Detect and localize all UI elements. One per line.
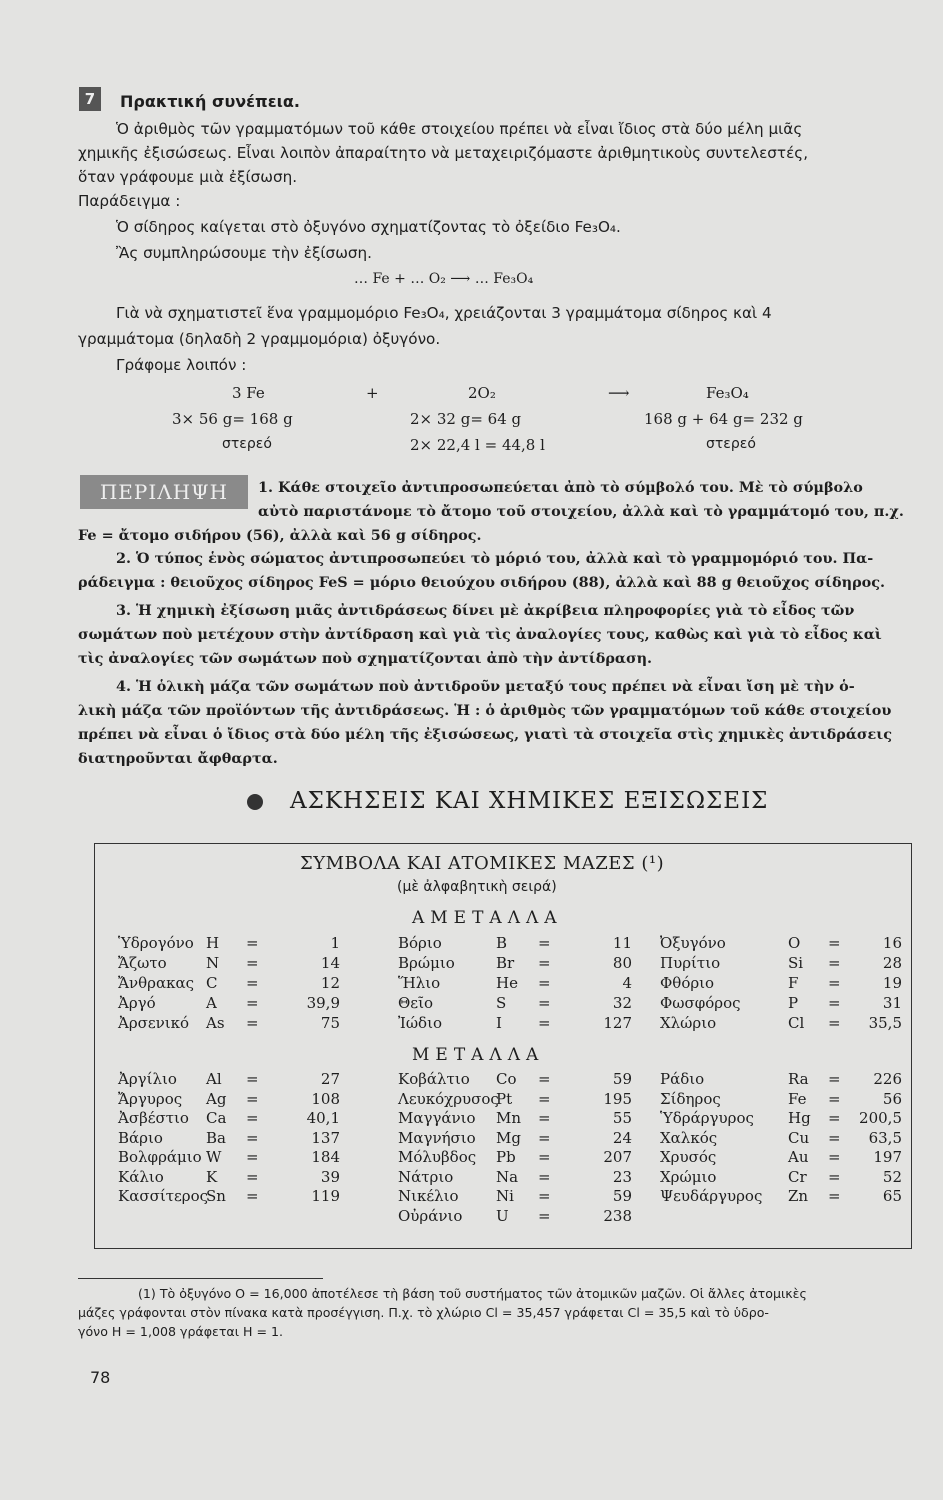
element-symbol: C <box>206 974 218 992</box>
element-name: Ἄργυρος <box>118 1089 183 1108</box>
element-equals: = <box>828 1187 841 1205</box>
element-equals: = <box>246 1128 259 1147</box>
eq-reactant-2: 2O₂ <box>468 384 496 402</box>
element-symbol: I <box>496 1014 502 1032</box>
element-name: Ἰώδιο <box>398 1014 442 1032</box>
element-symbol: Cr <box>788 1167 807 1186</box>
summary-line: πρέπει νὰ εἶναι ὁ ἴδιος στὰ δύο μέλη τῆς ἐξισώσεως, γιατὶ τὰ στοιχεῖα στὶς χημικὲς ἀντιδράσεις <box>78 726 893 743</box>
element-mass: 200,5 <box>859 1109 902 1127</box>
table-subtitle: (μὲ ἀλφαβητικὴ σειρά) <box>397 879 557 895</box>
element-name: Βόριο <box>398 934 442 952</box>
metals-heading: ΜΕΤΑΛΛΑ <box>412 1045 545 1065</box>
element-equals: = <box>538 1128 551 1147</box>
element-mass: 63,5 <box>868 1128 902 1147</box>
element-name: Θεῖο <box>398 994 433 1012</box>
page-number: 78 <box>90 1368 111 1387</box>
element-mass: 1 <box>330 934 340 952</box>
intro-line: Γράφομε λοιπόν : <box>116 356 247 374</box>
intro-line: ὅταν γράφουμε μιὰ ἐξίσωση. <box>78 168 298 186</box>
element-symbol: Mn <box>496 1109 522 1127</box>
element-mass: 80 <box>612 954 632 972</box>
element-mass: 75 <box>320 1014 340 1032</box>
eq-mass-3: 168 g + 64 g= 232 g <box>644 410 803 428</box>
element-mass: 4 <box>622 974 632 992</box>
element-mass: 40,1 <box>306 1109 340 1127</box>
bullet-dot <box>247 794 263 810</box>
exercises-section-title: ΑΣΚΗΣΕΙΣ ΚΑΙ ΧΗΜΙΚΕΣ ΕΞΙΣΩΣΕΙΣ <box>290 788 769 814</box>
element-mass: 32 <box>612 994 632 1012</box>
summary-line: σωμάτων ποὺ μετέχουν στὴν ἀντίδραση καὶ γιὰ τὶς ἀναλογίες τους, καθὼς καὶ γιὰ τὸ εἶδος καὶ <box>78 626 882 643</box>
element-mass: 16 <box>882 934 902 952</box>
element-name: Βάριο <box>118 1128 163 1147</box>
element-equals: = <box>828 1128 841 1147</box>
intro-line: Ἂς συμπληρώσουμε τὴν ἐξίσωση. <box>116 244 372 262</box>
element-symbol: F <box>788 974 799 992</box>
element-name: Μαγνήσιο <box>398 1128 476 1147</box>
element-symbol: Fe <box>788 1089 807 1108</box>
summary-badge: ΠΕΡΙΛΗΨΗ <box>80 475 248 509</box>
element-equals: = <box>538 934 551 952</box>
element-name: Κοβάλτιο <box>398 1070 470 1088</box>
eq-state-1: στερεό <box>222 436 272 452</box>
element-symbol: Ag <box>206 1089 227 1108</box>
element-symbol: Si <box>788 954 804 972</box>
summary-line: Fe = ἄτομο σιδήρου (56), ἀλλὰ καὶ 56 g σίδηρος. <box>78 527 482 544</box>
element-name: Μαγγάνιο <box>398 1109 476 1127</box>
element-symbol: W <box>206 1148 222 1166</box>
element-name: Βρώμιο <box>398 954 455 972</box>
element-equals: = <box>246 1070 259 1088</box>
element-equals: = <box>538 1206 551 1225</box>
element-equals: = <box>538 1109 551 1127</box>
element-symbol: Pt <box>496 1089 513 1108</box>
element-equals: = <box>246 994 259 1012</box>
element-name: Ψευδάργυρος <box>660 1187 763 1205</box>
element-equals: = <box>828 954 841 972</box>
element-name: Ὀξυγόνο <box>660 934 726 952</box>
element-name: Ἀργίλιο <box>118 1070 177 1088</box>
element-equals: = <box>828 934 841 952</box>
element-equals: = <box>538 1089 551 1108</box>
element-name: Χρώμιο <box>660 1167 717 1186</box>
element-equals: = <box>246 934 259 952</box>
section-number-badge: 7 <box>79 87 101 111</box>
element-name: Ἄνθρακας <box>118 974 195 992</box>
eq-reactant-1: 3 Fe <box>232 384 265 402</box>
element-mass: 52 <box>882 1167 902 1186</box>
element-symbol: Ca <box>206 1109 227 1127</box>
element-equals: = <box>828 994 841 1012</box>
element-symbol: P <box>788 994 799 1012</box>
element-equals: = <box>828 1070 841 1088</box>
element-mass: 55 <box>612 1109 632 1127</box>
element-name: Μόλυβδος <box>398 1148 477 1166</box>
element-mass: 108 <box>311 1089 340 1108</box>
eq-state-3: στερεό <box>706 436 756 452</box>
summary-line: 3. Ἡ χημικὴ ἐξίσωση μιᾶς ἀντιδράσεως δίνει μὲ ἀκρίβεια πληροφορίες γιὰ τὸ εἶδος τῶν <box>116 602 855 619</box>
element-symbol: Au <box>788 1148 809 1166</box>
summary-line: τὶς ἀναλογίες τῶν σωμάτων ποὺ σχηματίζονται ἀπὸ τὴν ἀντίδραση. <box>78 650 653 667</box>
element-mass: 11 <box>612 934 632 952</box>
element-name: Ὑδρογόνο <box>118 934 194 952</box>
element-equals: = <box>246 1167 259 1186</box>
element-symbol: N <box>206 954 220 972</box>
element-name: Οὐράνιο <box>398 1206 463 1225</box>
element-name: Νικέλιο <box>398 1187 459 1205</box>
element-name: Ἥλιο <box>398 974 441 992</box>
element-symbol: Sn <box>206 1187 226 1205</box>
element-mass: 39,9 <box>306 994 340 1012</box>
element-symbol: Cu <box>788 1128 810 1147</box>
element-equals: = <box>538 954 551 972</box>
element-symbol: Hg <box>788 1109 811 1127</box>
intro-line: γραμμάτομα (δηλαδὴ 2 γραμμομόρια) ὀξυγόνο. <box>78 330 441 348</box>
element-symbol: Br <box>496 954 515 972</box>
element-mass: 137 <box>311 1128 340 1147</box>
summary-line: αὐτὸ παριστάνομε τὸ ἄτομο τοῦ στοιχείου, ἀλλὰ καὶ τὸ γραμμάτομό του, π.χ. <box>258 503 904 520</box>
eq-arrow: ⟶ <box>608 384 630 402</box>
element-mass: 197 <box>873 1148 902 1166</box>
eq-plus: + <box>366 384 379 402</box>
element-symbol: B <box>496 934 508 952</box>
element-symbol: Mg <box>496 1128 521 1147</box>
element-equals: = <box>538 1148 551 1166</box>
element-symbol: K <box>206 1167 218 1186</box>
element-mass: 56 <box>882 1089 902 1108</box>
eq-mass-2: 2× 32 g= 64 g <box>410 410 522 428</box>
element-mass: 226 <box>873 1070 902 1088</box>
element-equals: = <box>538 1014 551 1032</box>
element-name: Κάλιο <box>118 1167 164 1186</box>
summary-line: ράδειγμα : θειοῦχος σίδηρος FeS = μόριο θειούχου σιδήρου (88), ἀλλὰ καὶ 88 g θειοῦχος σίδηρος. <box>78 574 886 591</box>
element-equals: = <box>538 1070 551 1088</box>
element-symbol: A <box>206 994 217 1012</box>
element-mass: 119 <box>311 1187 340 1205</box>
element-mass: 65 <box>882 1187 902 1205</box>
nonmetals-heading: ΑΜΕΤΑΛΛΑ <box>412 908 563 928</box>
element-mass: 207 <box>603 1148 632 1166</box>
summary-line: 4. Ἡ ὁλικὴ μάζα τῶν σωμάτων ποὺ ἀντιδροῦν μεταξύ τους πρέπει νὰ εἶναι ἴση μὲ τὴν ὁ- <box>116 678 855 695</box>
element-symbol: S <box>496 994 507 1012</box>
element-mass: 238 <box>603 1206 632 1225</box>
element-symbol: Na <box>496 1167 519 1186</box>
element-name: Νάτριο <box>398 1167 454 1186</box>
intro-line: Παράδειγμα : <box>78 192 181 210</box>
element-equals: = <box>246 1109 259 1127</box>
element-equals: = <box>538 974 551 992</box>
footnote-rule <box>78 1278 323 1279</box>
element-symbol: Co <box>496 1070 517 1088</box>
element-name: Φθόριο <box>660 974 715 992</box>
element-mass: 127 <box>603 1014 632 1032</box>
table-title: ΣΥΜΒΟΛΑ ΚΑΙ ΑΤΟΜΙΚΕΣ ΜΑΖΕΣ (¹) <box>300 853 665 874</box>
element-equals: = <box>246 1187 259 1205</box>
footnote-line: γόνο H = 1,008 γράφεται H = 1. <box>78 1324 284 1339</box>
element-symbol: O <box>788 934 801 952</box>
element-name: Ἄζωτο <box>118 954 167 972</box>
element-mass: 59 <box>612 1187 632 1205</box>
element-name: Ἀργό <box>118 994 156 1012</box>
element-mass: 24 <box>612 1128 632 1147</box>
element-symbol: Pb <box>496 1148 516 1166</box>
element-name: Ἀσβέστιο <box>118 1109 189 1127</box>
element-symbol: As <box>206 1014 225 1032</box>
element-mass: 195 <box>603 1089 632 1108</box>
element-equals: = <box>246 1014 259 1032</box>
element-name: Ράδιο <box>660 1070 705 1088</box>
element-name: Χαλκός <box>660 1128 718 1147</box>
section-heading: Πρακτική συνέπεια. <box>120 92 300 111</box>
element-name: Λευκόχρυσος <box>398 1089 499 1108</box>
eq-volume-2: 2× 22,4 l = 44,8 l <box>410 436 545 454</box>
eq-mass-1: 3× 56 g= 168 g <box>172 410 293 428</box>
intro-line: Ὁ σίδηρος καίγεται στὸ ὀξυγόνο σχηματίζοντας τὸ ὀξείδιο Fe₃O₄. <box>116 218 621 236</box>
element-equals: = <box>246 954 259 972</box>
element-symbol: H <box>206 934 220 952</box>
element-name: Κασσίτερος <box>118 1187 209 1205</box>
element-equals: = <box>828 974 841 992</box>
element-equals: = <box>828 1014 841 1032</box>
element-equals: = <box>246 974 259 992</box>
eq-product: Fe₃O₄ <box>706 384 749 402</box>
element-name: Πυρίτιο <box>660 954 721 972</box>
element-equals: = <box>828 1148 841 1166</box>
element-equals: = <box>538 994 551 1012</box>
equation-template: … Fe + … O₂ ⟶ … Fe₃O₄ <box>354 271 534 287</box>
intro-line: Ὁ ἀριθμὸς τῶν γραμματόμων τοῦ κάθε στοιχείου πρέπει νὰ εἶναι ἴδιος στὰ δύο μέλη μιᾶς <box>116 120 803 138</box>
summary-line: διατηροῦνται ἄφθαρτα. <box>78 750 278 767</box>
element-equals: = <box>828 1109 841 1127</box>
element-mass: 23 <box>612 1167 632 1186</box>
intro-line: Γιὰ νὰ σχηματιστεῖ ἕνα γραμμομόριο Fe₃O₄, χρειάζονται 3 γραμμάτομα σίδηρος καὶ 4 <box>116 304 772 322</box>
element-symbol: Zn <box>788 1187 809 1205</box>
element-mass: 19 <box>882 974 902 992</box>
element-symbol: Ra <box>788 1070 809 1088</box>
element-name: Χρυσός <box>660 1148 717 1166</box>
element-mass: 12 <box>320 974 340 992</box>
element-mass: 14 <box>320 954 340 972</box>
element-equals: = <box>828 1089 841 1108</box>
element-name: Ὑδράργυρος <box>660 1109 754 1127</box>
element-mass: 31 <box>882 994 902 1012</box>
element-name: Φωσφόρος <box>660 994 741 1012</box>
element-name: Ἀρσενικό <box>118 1014 190 1032</box>
element-symbol: He <box>496 974 518 992</box>
intro-line: χημικῆς ἐξισώσεως. Εἶναι λοιπὸν ἀπαραίτητο νὰ μεταχειριζόμαστε ἀριθμητικοὺς συντελεστές, <box>78 144 809 162</box>
element-mass: 59 <box>612 1070 632 1088</box>
element-symbol: Ba <box>206 1128 226 1147</box>
element-mass: 27 <box>320 1070 340 1088</box>
summary-line: 1. Κάθε στοιχεῖο ἀντιπροσωπεύεται ἀπὸ τὸ σύμβολό του. Μὲ τὸ σύμβολο <box>258 479 863 496</box>
element-mass: 35,5 <box>868 1014 902 1032</box>
element-equals: = <box>246 1089 259 1108</box>
element-mass: 184 <box>311 1148 340 1166</box>
element-mass: 28 <box>882 954 902 972</box>
summary-line: λικὴ μάζα τῶν προϊόντων τῆς ἀντιδράσεως. Ἡ : ὁ ἀριθμὸς τῶν γραμματόμων τοῦ κάθε στοιχείου <box>78 702 892 719</box>
element-equals: = <box>538 1187 551 1205</box>
element-equals: = <box>538 1167 551 1186</box>
element-symbol: Ni <box>496 1187 514 1205</box>
summary-line: 2. Ὁ τύπος ἑνὸς σώματος ἀντιπροσωπεύει τὸ μόριό του, ἀλλὰ καὶ τὸ γραμμομόριό του. Πα- <box>116 550 874 567</box>
footnote-line: μάζες γράφονται στὸν πίνακα κατὰ προσέγγιση. Π.χ. τὸ χλώριο Cl = 35,457 γράφεται Cl = 35,5 καὶ τὸ ὑδρο- <box>78 1305 769 1320</box>
element-equals: = <box>828 1167 841 1186</box>
element-equals: = <box>246 1148 259 1166</box>
element-mass: 39 <box>320 1167 340 1186</box>
footnote-line: (1) Τὸ ὀξυγόνο O = 16,000 ἀποτέλεσε τὴ βάση τοῦ συστήματος τῶν ἀτομικῶν μαζῶν. Οἱ ἄλλες ἀτομικὲς <box>138 1286 807 1301</box>
element-name: Χλώριο <box>660 1014 717 1032</box>
element-name: Σίδηρος <box>660 1089 721 1108</box>
element-name: Βολφράμιο <box>118 1148 202 1166</box>
element-symbol: Cl <box>788 1014 805 1032</box>
element-symbol: U <box>496 1206 509 1225</box>
element-symbol: Al <box>206 1070 222 1088</box>
